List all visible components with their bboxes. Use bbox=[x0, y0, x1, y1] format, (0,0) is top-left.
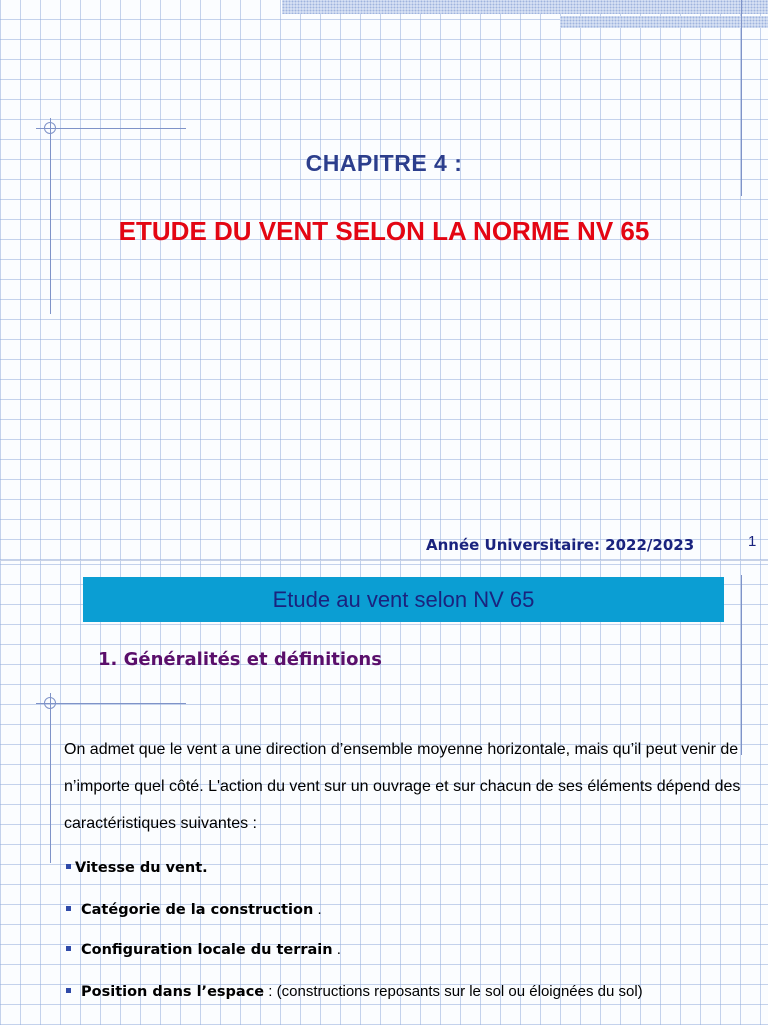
banner-text: Etude au vent selon NV 65 bbox=[272, 586, 535, 612]
square-bullet-icon bbox=[66, 864, 71, 869]
square-bullet-icon bbox=[66, 906, 71, 911]
decorative-line bbox=[36, 128, 186, 129]
decorative-line bbox=[741, 575, 742, 755]
list-item-label: Configuration locale du terrain bbox=[81, 942, 333, 958]
decorative-band bbox=[560, 16, 768, 28]
list-item-rest: . bbox=[313, 901, 322, 918]
decorative-band bbox=[282, 0, 768, 14]
list-item-label: Vitesse du vent. bbox=[75, 860, 208, 876]
intro-paragraph: On admet que le vent a une direction d’ensemble moyenne horizontale, mais qu’il peut venir de n’importe quel côté. L'action du vent sur un ouvrage et sur chacun de ses éléments dépend des caractéristiques suivantes : bbox=[64, 741, 741, 832]
academic-year: Année Universitaire: 2022/2023 bbox=[426, 536, 695, 554]
list-item-label: Position dans l’espace bbox=[81, 984, 265, 1000]
list-item-label: Catégorie de la construction bbox=[81, 902, 314, 918]
square-bullet-icon bbox=[66, 988, 71, 993]
section-heading: 1. Généralités et définitions bbox=[98, 649, 382, 670]
list-item-rest: : (constructions reposants sur le sol ou éloignées du sol) bbox=[264, 983, 643, 1000]
list-item bbox=[66, 901, 322, 918]
slide-title: ETUDE DU VENT SELON LA NORME NV 65 bbox=[118, 216, 650, 246]
decorative-line bbox=[36, 703, 186, 704]
list-item bbox=[66, 983, 643, 1000]
list-item bbox=[66, 859, 208, 876]
decorative-circle-icon bbox=[44, 122, 56, 134]
decorative-line bbox=[50, 693, 51, 863]
decorative-circle-icon bbox=[44, 697, 56, 709]
page-number: 1 bbox=[748, 533, 757, 550]
chapter-label: CHAPITRE 4 : bbox=[305, 150, 463, 176]
square-bullet-icon bbox=[66, 946, 71, 951]
slide-2 bbox=[0, 560, 768, 1025]
slide-banner bbox=[83, 577, 724, 622]
list-item-rest: . bbox=[332, 941, 341, 958]
list-item bbox=[66, 941, 341, 958]
